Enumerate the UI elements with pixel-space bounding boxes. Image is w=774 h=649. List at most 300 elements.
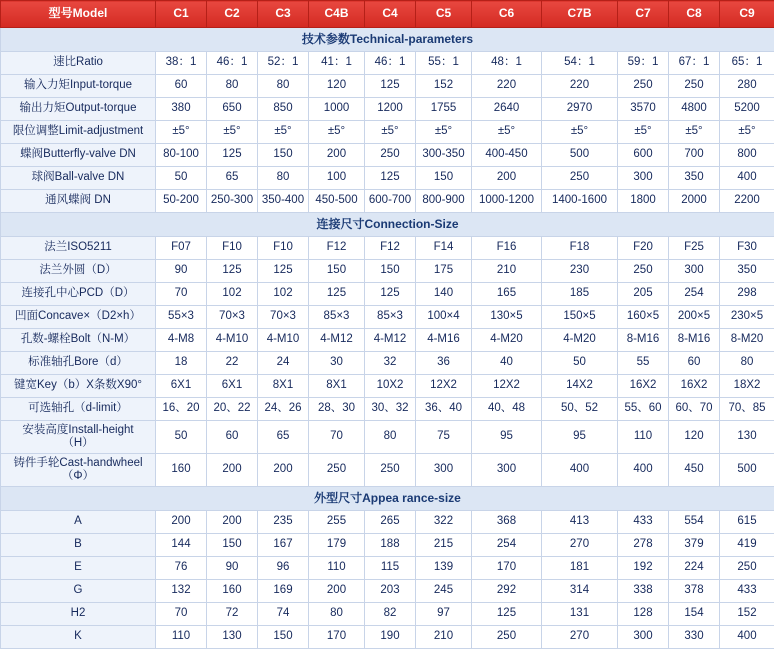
- data-cell: 150: [309, 260, 365, 283]
- data-cell: 400: [720, 167, 774, 190]
- data-cell: 60: [156, 75, 207, 98]
- data-cell: 150: [365, 260, 416, 283]
- data-cell: 54：1: [542, 52, 618, 75]
- row-label: 输入力矩Input-torque: [1, 75, 156, 98]
- data-cell: 250: [618, 260, 669, 283]
- data-cell: 90: [207, 557, 258, 580]
- data-cell: 52：1: [258, 52, 309, 75]
- row-label: 连接孔中心PCD（D）: [1, 283, 156, 306]
- data-cell: 85×3: [309, 306, 365, 329]
- data-cell: 95: [472, 421, 542, 454]
- data-cell: 170: [472, 557, 542, 580]
- data-cell: 380: [156, 98, 207, 121]
- row-label: 孔数-螺栓Bolt（N-M）: [1, 329, 156, 352]
- data-cell: 433: [618, 511, 669, 534]
- data-cell: 700: [669, 144, 720, 167]
- data-cell: 152: [720, 603, 774, 626]
- header-cell-c4b: C4B: [309, 1, 365, 28]
- data-cell: F12: [365, 237, 416, 260]
- data-cell: 59：1: [618, 52, 669, 75]
- data-cell: 1000: [309, 98, 365, 121]
- data-cell: 278: [618, 534, 669, 557]
- data-cell: 80: [258, 167, 309, 190]
- data-cell: 8-M20: [720, 329, 774, 352]
- row-label: 键宽Key（b）X条数X90°: [1, 375, 156, 398]
- data-cell: 165: [472, 283, 542, 306]
- data-cell: 65: [258, 421, 309, 454]
- data-cell: 200: [309, 144, 365, 167]
- data-cell: 6X1: [156, 375, 207, 398]
- data-cell: 120: [669, 421, 720, 454]
- data-cell: 255: [309, 511, 365, 534]
- data-cell: 50-200: [156, 190, 207, 213]
- data-cell: 250: [365, 144, 416, 167]
- table-row: [1, 511, 774, 534]
- data-cell: 100×4: [416, 306, 472, 329]
- header-cell-c1: C1: [156, 1, 207, 28]
- data-cell: 60、70: [669, 398, 720, 421]
- data-cell: 95: [542, 421, 618, 454]
- header-cell-c2: C2: [207, 1, 258, 28]
- data-cell: 97: [416, 603, 472, 626]
- data-cell: 55、60: [618, 398, 669, 421]
- section-title: 技术参数Technical-parameters: [1, 28, 774, 52]
- data-cell: 200: [207, 511, 258, 534]
- data-cell: 500: [542, 144, 618, 167]
- data-cell: 160: [207, 580, 258, 603]
- data-cell: 245: [416, 580, 472, 603]
- row-label: E: [1, 557, 156, 580]
- table-row: [1, 52, 774, 75]
- table-row: [1, 375, 774, 398]
- data-cell: 80: [207, 75, 258, 98]
- data-cell: 76: [156, 557, 207, 580]
- table-row: [1, 144, 774, 167]
- table-row: [1, 306, 774, 329]
- row-label: 蝶阀Butterfly-valve DN: [1, 144, 156, 167]
- data-cell: 5200: [720, 98, 774, 121]
- data-cell: 80: [720, 352, 774, 375]
- data-cell: 2640: [472, 98, 542, 121]
- data-cell: 72: [207, 603, 258, 626]
- data-cell: 55：1: [416, 52, 472, 75]
- data-cell: F10: [207, 237, 258, 260]
- table-row: [1, 557, 774, 580]
- data-cell: 74: [258, 603, 309, 626]
- data-cell: 270: [542, 534, 618, 557]
- data-cell: 2970: [542, 98, 618, 121]
- data-cell: 4-M8: [156, 329, 207, 352]
- data-cell: 67：1: [669, 52, 720, 75]
- section-header-row: [1, 487, 774, 511]
- row-label: 速比Ratio: [1, 52, 156, 75]
- table-row: [1, 260, 774, 283]
- data-cell: 378: [669, 580, 720, 603]
- data-cell: 6X1: [207, 375, 258, 398]
- data-cell: 14X2: [542, 375, 618, 398]
- row-label: A: [1, 511, 156, 534]
- table-row: [1, 283, 774, 306]
- data-cell: 50: [156, 167, 207, 190]
- data-cell: 154: [669, 603, 720, 626]
- data-cell: 4800: [669, 98, 720, 121]
- data-cell: 400: [618, 454, 669, 487]
- data-cell: F07: [156, 237, 207, 260]
- data-cell: 200: [309, 580, 365, 603]
- data-cell: 203: [365, 580, 416, 603]
- data-cell: 55: [618, 352, 669, 375]
- data-cell: 130: [720, 421, 774, 454]
- data-cell: 110: [618, 421, 669, 454]
- data-cell: 338: [618, 580, 669, 603]
- data-cell: 4-M10: [207, 329, 258, 352]
- data-cell: 140: [416, 283, 472, 306]
- data-cell: 554: [669, 511, 720, 534]
- data-cell: 350: [720, 260, 774, 283]
- data-cell: ±5°: [542, 121, 618, 144]
- data-cell: ±5°: [207, 121, 258, 144]
- data-cell: 152: [416, 75, 472, 98]
- data-cell: F10: [258, 237, 309, 260]
- data-cell: 16X2: [669, 375, 720, 398]
- row-label: 可选轴孔（d-limit）: [1, 398, 156, 421]
- data-cell: 230×5: [720, 306, 774, 329]
- data-cell: 24: [258, 352, 309, 375]
- data-cell: 1400-1600: [542, 190, 618, 213]
- table-row: [1, 167, 774, 190]
- data-cell: 330: [669, 626, 720, 649]
- data-cell: 170: [309, 626, 365, 649]
- data-cell: 400: [720, 626, 774, 649]
- data-cell: F30: [720, 237, 774, 260]
- data-cell: 80: [258, 75, 309, 98]
- data-cell: 130×5: [472, 306, 542, 329]
- table-row: [1, 329, 774, 352]
- data-cell: 20、22: [207, 398, 258, 421]
- table-row: [1, 237, 774, 260]
- data-cell: 800-900: [416, 190, 472, 213]
- data-cell: 235: [258, 511, 309, 534]
- header-cell-c7: C7: [618, 1, 669, 28]
- data-cell: 850: [258, 98, 309, 121]
- data-cell: 368: [472, 511, 542, 534]
- data-cell: ±5°: [416, 121, 472, 144]
- data-cell: 433: [720, 580, 774, 603]
- table-row: [1, 352, 774, 375]
- data-cell: 400-450: [472, 144, 542, 167]
- data-cell: 4-M12: [365, 329, 416, 352]
- data-cell: 40、48: [472, 398, 542, 421]
- data-cell: 250: [720, 557, 774, 580]
- data-cell: 215: [416, 534, 472, 557]
- data-cell: 2200: [720, 190, 774, 213]
- header-cell-c6: C6: [472, 1, 542, 28]
- data-cell: 250: [542, 167, 618, 190]
- data-cell: 65：1: [720, 52, 774, 75]
- data-cell: 179: [309, 534, 365, 557]
- data-cell: 450-500: [309, 190, 365, 213]
- data-cell: 254: [669, 283, 720, 306]
- data-cell: 150: [207, 534, 258, 557]
- data-cell: 125: [258, 260, 309, 283]
- data-cell: 1200: [365, 98, 416, 121]
- row-label: 通风蝶阀 DN: [1, 190, 156, 213]
- data-cell: 300: [618, 167, 669, 190]
- data-cell: 300: [416, 454, 472, 487]
- data-cell: 60: [669, 352, 720, 375]
- header-cell-c9: C9: [720, 1, 774, 28]
- data-cell: ±5°: [309, 121, 365, 144]
- data-cell: 379: [669, 534, 720, 557]
- data-cell: 75: [416, 421, 472, 454]
- data-cell: 205: [618, 283, 669, 306]
- row-label: B: [1, 534, 156, 557]
- data-cell: 4-M12: [309, 329, 365, 352]
- data-cell: F16: [472, 237, 542, 260]
- data-cell: 102: [207, 283, 258, 306]
- data-cell: 350-400: [258, 190, 309, 213]
- data-cell: 1000-1200: [472, 190, 542, 213]
- data-cell: 314: [542, 580, 618, 603]
- data-cell: 210: [472, 260, 542, 283]
- data-cell: F25: [669, 237, 720, 260]
- data-cell: 2000: [669, 190, 720, 213]
- data-cell: 292: [472, 580, 542, 603]
- data-cell: 70、85: [720, 398, 774, 421]
- data-cell: 60: [207, 421, 258, 454]
- data-cell: 82: [365, 603, 416, 626]
- data-cell: ±5°: [618, 121, 669, 144]
- data-cell: 12X2: [416, 375, 472, 398]
- data-cell: 230: [542, 260, 618, 283]
- data-cell: 100: [309, 167, 365, 190]
- data-cell: 90: [156, 260, 207, 283]
- data-cell: 80: [365, 421, 416, 454]
- data-cell: 250: [669, 75, 720, 98]
- data-cell: 110: [156, 626, 207, 649]
- data-cell: 200: [207, 454, 258, 487]
- data-cell: 210: [416, 626, 472, 649]
- data-cell: 200×5: [669, 306, 720, 329]
- row-label: 限位调整Limit-adjustment: [1, 121, 156, 144]
- data-cell: 181: [542, 557, 618, 580]
- data-cell: F12: [309, 237, 365, 260]
- row-label: G: [1, 580, 156, 603]
- data-cell: 16、20: [156, 398, 207, 421]
- data-cell: 30: [309, 352, 365, 375]
- data-cell: 192: [618, 557, 669, 580]
- data-cell: 800: [720, 144, 774, 167]
- data-cell: 128: [618, 603, 669, 626]
- data-cell: 65: [207, 167, 258, 190]
- data-cell: 450: [669, 454, 720, 487]
- data-cell: ±5°: [258, 121, 309, 144]
- data-cell: 28、30: [309, 398, 365, 421]
- row-label: 铸件手轮Cast-handwheel （Φ）: [1, 454, 156, 487]
- row-label: 法兰外圆（D）: [1, 260, 156, 283]
- data-cell: 600-700: [365, 190, 416, 213]
- data-cell: 600: [618, 144, 669, 167]
- data-cell: 300: [618, 626, 669, 649]
- table-row: [1, 398, 774, 421]
- data-cell: 125: [207, 144, 258, 167]
- data-cell: ±5°: [365, 121, 416, 144]
- data-cell: 70: [156, 603, 207, 626]
- data-cell: 400: [542, 454, 618, 487]
- data-cell: 150: [258, 626, 309, 649]
- data-cell: 200: [472, 167, 542, 190]
- table-row: [1, 121, 774, 144]
- data-cell: 500: [720, 454, 774, 487]
- table-row: [1, 580, 774, 603]
- data-cell: 150×5: [542, 306, 618, 329]
- data-cell: 50、52: [542, 398, 618, 421]
- header-cell-model: 型号Model: [1, 1, 156, 28]
- data-cell: 125: [365, 75, 416, 98]
- table-header-row: [1, 1, 774, 28]
- header-cell-c5: C5: [416, 1, 472, 28]
- data-cell: 131: [542, 603, 618, 626]
- data-cell: F18: [542, 237, 618, 260]
- data-cell: 125: [365, 283, 416, 306]
- data-cell: 125: [365, 167, 416, 190]
- data-cell: 250-300: [207, 190, 258, 213]
- data-cell: ±5°: [156, 121, 207, 144]
- data-cell: 322: [416, 511, 472, 534]
- data-cell: 200: [156, 511, 207, 534]
- data-cell: 190: [365, 626, 416, 649]
- table-row: [1, 454, 774, 487]
- table-row: [1, 421, 774, 454]
- section-header-row: [1, 28, 774, 52]
- data-cell: 70: [156, 283, 207, 306]
- data-cell: 24、26: [258, 398, 309, 421]
- data-cell: 70×3: [207, 306, 258, 329]
- data-cell: 175: [416, 260, 472, 283]
- data-cell: 615: [720, 511, 774, 534]
- data-cell: 36、40: [416, 398, 472, 421]
- data-cell: 50: [156, 421, 207, 454]
- data-cell: 80: [309, 603, 365, 626]
- data-cell: 3570: [618, 98, 669, 121]
- row-label: H2: [1, 603, 156, 626]
- data-cell: 41：1: [309, 52, 365, 75]
- header-cell-c8: C8: [669, 1, 720, 28]
- data-cell: 4-M20: [472, 329, 542, 352]
- data-cell: 188: [365, 534, 416, 557]
- header-cell-c3: C3: [258, 1, 309, 28]
- data-cell: 185: [542, 283, 618, 306]
- row-label: 标准轴孔Bore（d）: [1, 352, 156, 375]
- data-cell: 8-M16: [669, 329, 720, 352]
- row-label: 法兰ISO5211: [1, 237, 156, 260]
- data-cell: 32: [365, 352, 416, 375]
- data-cell: 125: [207, 260, 258, 283]
- table-row: [1, 626, 774, 649]
- data-cell: 38：1: [156, 52, 207, 75]
- data-cell: 160×5: [618, 306, 669, 329]
- data-cell: 1800: [618, 190, 669, 213]
- data-cell: F14: [416, 237, 472, 260]
- table-row: [1, 75, 774, 98]
- data-cell: 270: [542, 626, 618, 649]
- data-cell: 220: [472, 75, 542, 98]
- data-cell: 250: [472, 626, 542, 649]
- section-title: 连接尺寸Connection-Size: [1, 213, 774, 237]
- data-cell: 46：1: [365, 52, 416, 75]
- data-cell: 70×3: [258, 306, 309, 329]
- data-cell: 132: [156, 580, 207, 603]
- data-cell: 46：1: [207, 52, 258, 75]
- data-cell: F20: [618, 237, 669, 260]
- data-cell: 96: [258, 557, 309, 580]
- data-cell: 18: [156, 352, 207, 375]
- data-cell: 4-M20: [542, 329, 618, 352]
- data-cell: 130: [207, 626, 258, 649]
- data-cell: 169: [258, 580, 309, 603]
- table-row: [1, 98, 774, 121]
- data-cell: 22: [207, 352, 258, 375]
- data-cell: 125: [309, 283, 365, 306]
- data-cell: 80-100: [156, 144, 207, 167]
- data-cell: 200: [258, 454, 309, 487]
- data-cell: 300: [472, 454, 542, 487]
- data-cell: 300-350: [416, 144, 472, 167]
- data-cell: 4-M10: [258, 329, 309, 352]
- data-cell: 30、32: [365, 398, 416, 421]
- header-cell-c7b: C7B: [542, 1, 618, 28]
- data-cell: 280: [720, 75, 774, 98]
- data-cell: 4-M16: [416, 329, 472, 352]
- data-cell: ±5°: [472, 121, 542, 144]
- data-cell: 139: [416, 557, 472, 580]
- data-cell: 150: [416, 167, 472, 190]
- header-cell-c4: C4: [365, 1, 416, 28]
- data-cell: 265: [365, 511, 416, 534]
- data-cell: 70: [309, 421, 365, 454]
- table-row: [1, 534, 774, 557]
- data-cell: 8-M16: [618, 329, 669, 352]
- table-row: [1, 190, 774, 213]
- data-cell: 85×3: [365, 306, 416, 329]
- data-cell: 18X2: [720, 375, 774, 398]
- data-cell: 419: [720, 534, 774, 557]
- row-label: 球阀Ball-valve DN: [1, 167, 156, 190]
- data-cell: 160: [156, 454, 207, 487]
- data-cell: 250: [309, 454, 365, 487]
- data-cell: 115: [365, 557, 416, 580]
- data-cell: 167: [258, 534, 309, 557]
- data-cell: 110: [309, 557, 365, 580]
- data-cell: 250: [365, 454, 416, 487]
- section-header-row: [1, 213, 774, 237]
- data-cell: 254: [472, 534, 542, 557]
- row-label: 安装高度Install-height （H）: [1, 421, 156, 454]
- data-cell: ±5°: [669, 121, 720, 144]
- data-cell: 150: [258, 144, 309, 167]
- data-cell: 650: [207, 98, 258, 121]
- data-cell: 8X1: [309, 375, 365, 398]
- data-cell: 250: [618, 75, 669, 98]
- section-title: 外型尺寸Appea rance-size: [1, 487, 774, 511]
- data-cell: 350: [669, 167, 720, 190]
- data-cell: 55×3: [156, 306, 207, 329]
- data-cell: 50: [542, 352, 618, 375]
- data-cell: 413: [542, 511, 618, 534]
- data-cell: 36: [416, 352, 472, 375]
- data-cell: 1755: [416, 98, 472, 121]
- data-cell: 16X2: [618, 375, 669, 398]
